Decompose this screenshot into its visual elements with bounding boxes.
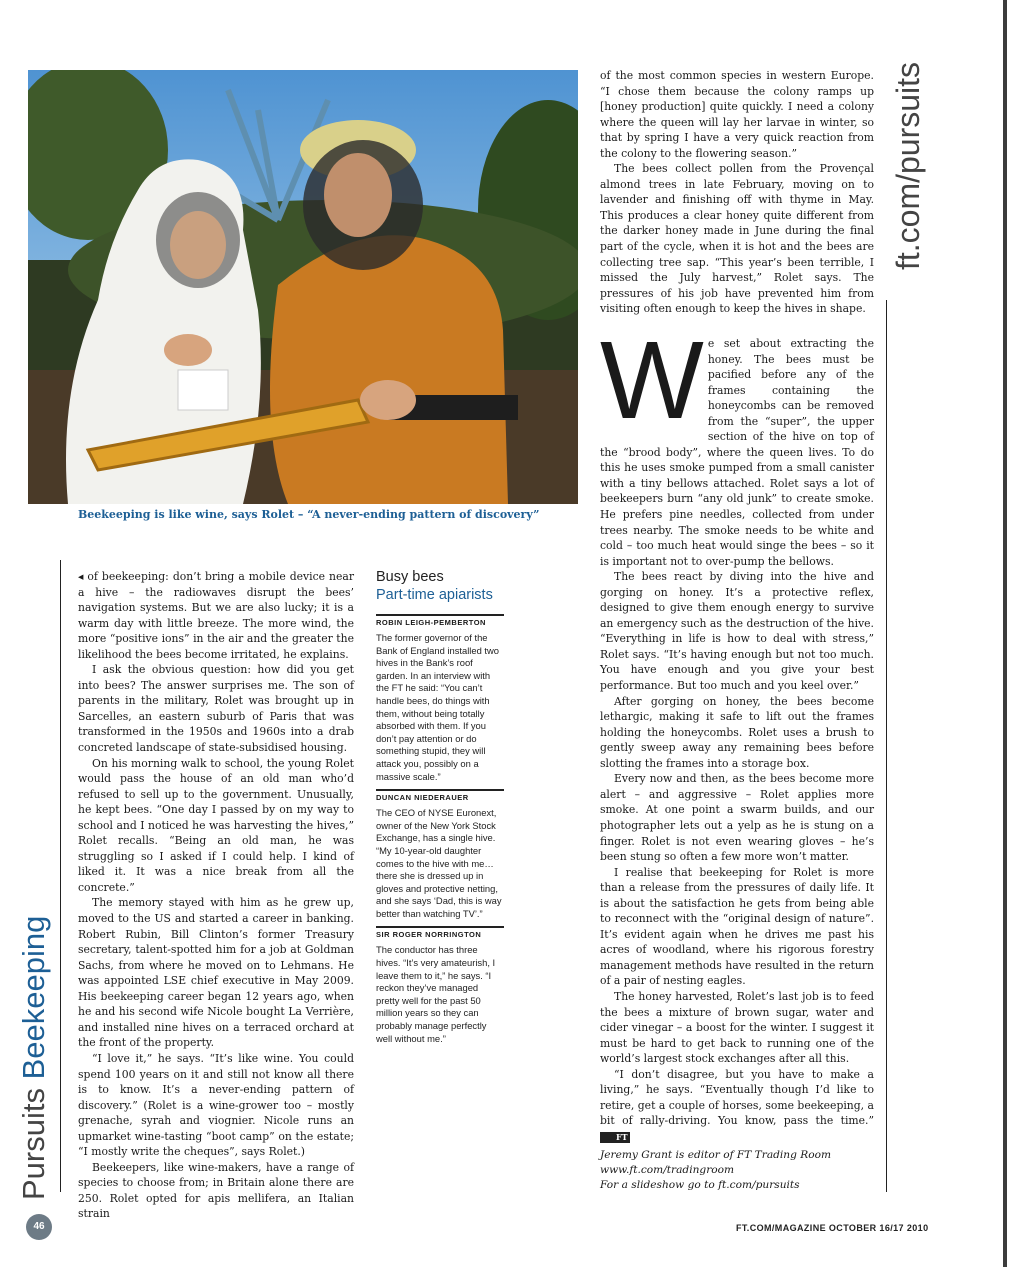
left-divider	[60, 560, 61, 1192]
paragraph: On his morning walk to school, the young Rolet would pass the house of an old man who’d refused to sell up to the government. Unusually, he kept bees. “One day I passed by on my way to school and I noticed he was harvesting the hives,” Rolet recalls. “Being an old man, he was struggling so I asked if I could help. I kind of liked it. It was a nice break from all the concrete.”	[78, 756, 354, 894]
paragraph: The honey harvested, Rolet’s last job is to feed the bees a mixture of brown sugar, water and cider vinegar – a boost for the winter. I suggest it must be hard to get back to running one of the world’s largest stock exchanges after all this.	[600, 989, 874, 1066]
paragraph: After gorging on honey, the bees become lethargic, making it safe to lift out the frames holding the honeycombs. Rolet uses a brush to gently sweep away any remaining bees before slotting the frames into a storage box.	[600, 694, 874, 770]
paragraph: of the most common species in western Europe. “I chose them because the colony ramps up [honey production] quite quickly. I need a colony where the queen will lay her larvae in winter, so that by spring I have a very quick reaction from the colony to the flowering season.”	[600, 69, 874, 160]
photo-caption: Beekeeping is like wine, says Rolet – “A never-ending pattern of discovery”	[78, 508, 540, 521]
sidebar-entry-name: ROBIN LEIGH-PEMBERTON	[376, 614, 504, 627]
section-title-pursuits: Pursuits	[16, 1088, 51, 1200]
sidebar-subtitle: Part-time apiarists	[376, 587, 493, 603]
sidebar-entry-name: SIR ROGER NORRINGTON	[376, 926, 504, 939]
section-title	[16, 910, 52, 1200]
sidebar-entry-text: The CEO of NYSE Euronext, owner of the New York Stock Exchange, has a single hive. “My 10-year-old daughter comes to the hive with me… there she is dressed up in gloves and protective netting, and she says ‘Dad, this is way better than watching TV’.”	[376, 807, 502, 919]
paragraph: Every now and then, as the bees become more alert – and aggressive – Rolet applies more smoke. At one point a swarm builds, and our photographer lets out a yelp as he is stung on a finger. Rolet is not even wearing gloves – he’s been stung so often a few more won’t matter.	[600, 772, 874, 864]
sidebar-entry-text: The former governor of the Bank of England installed two hives in the Bank’s roof garden. In an interview with the FT he said: “You can’t handle bees, do things with them, without being totally absorbed with them. If you don’t pay attention or do something stupid, they will attack you, possibly on a massive scale.”	[376, 632, 499, 782]
paragraph: The memory stayed with him as he grew up, moved to the US and started a career in banking. Robert Rubin, Bill Clinton’s former Treasury secretary, talent-spotted him for a job at Goldman Sachs, from where he moved on to Lehmans. He was appointed LSE chief executive in May 2009. His beekeeping career began 12 years ago, when he and his second wife Nicole bought La Verrière, and installed nine hives on a terraced orchard at the front of the property.	[78, 896, 354, 1050]
sidebar-entry-name: DUNCAN NIEDERAUER	[376, 789, 504, 802]
photo-illustration	[28, 70, 578, 504]
drop-cap: W	[600, 319, 704, 442]
article-column-3-top	[600, 68, 874, 317]
byline-url[interactable]: www.ft.com/tradingroom	[600, 1164, 735, 1176]
page-number: 46	[26, 1214, 52, 1240]
right-divider	[886, 300, 887, 1192]
byline-author: Jeremy Grant is editor of FT Trading Room	[600, 1149, 832, 1161]
paragraph: ◂ of beekeeping: don’t bring a mobile device near a hive – the radiowaves disrupt the bees’ navigation systems. But we are also lucky; it is a warm day with little breeze. The more wind, the more “positive ions” in the air and the greater the likelihood the bees become irritated, he explains.	[78, 570, 354, 661]
paragraph: “I love it,” he says. “It’s like wine. You could spend 100 years on it and still not know all there is to know. It’s a never-ending pattern of discovery.” (Rolet is a wine-grower too – mostly grenache, syrah and viognier. Nicole runs an upmarket wine-tasting “boot camp” on the estate; “I mostly write the cheques”, says Rolet.)	[78, 1051, 354, 1159]
paragraph	[600, 1067, 874, 1145]
sidebar-title: Busy bees	[376, 569, 444, 585]
paragraph: I realise that beekeeping for Rolet is more than a release from the pressures of daily life. It is about the satisfaction he gets from being able to reconnect with the “original design of nature”. It’s evident again when he drives me past his acres of woodland, where his rigorous forestry management methods have resulted in the return of a pair of nesting eagles.	[600, 865, 874, 988]
paragraph-text: e set about extracting the honey. The bees must be pacified before any of the frames containing the honeycombs can be removed from the “super”, the upper section of the hive on top of the “brood body”, where the queen lives. To do this he uses smoke pumped from a small canister with a tiny bellows attached. Rolet says a lot of beekeepers burn “any old junk” to create smoke. He prefers pine needles, collected from under trees nearby. The smoke needs to be white and cold – too much heat would singe the bees – so it is important not to over-pump the bellows.	[600, 337, 874, 568]
paragraph: The bees collect pollen from the Provençal almond trees in late February, moving on to lavender and finishing off with thyme in May. This produces a clear honey quite different from the darker honey made in June during the final part of the cycle, when it is hot and the bees are collecting tree sap. “This year’s been terrible, I missed the July harvest,” Rolet says. The pressures of his job have prevented him from visiting often enough to keep the hives in shape.	[600, 162, 874, 316]
byline-slideshow[interactable]: For a slideshow go to ft.com/pursuits	[600, 1179, 800, 1191]
paragraph: I ask the obvious question: how did you get into bees? The answer surprises me. The son of parents in the military, Rolet was brought up in Sarcelles, an eastern suburb of Paris that was transformed in the 1950s and 1960s into a drab concreted landscape of state-subsidised housing.	[78, 663, 354, 755]
ft-end-mark: FT	[600, 1132, 630, 1143]
article-column-1	[78, 569, 354, 1222]
footer-text: FT.COM/MAGAZINE OCTOBER 16/17 2010	[736, 1223, 929, 1233]
section-title-beekeeping: Beekeeping	[16, 915, 51, 1080]
paragraph: Beekeepers, like wine-makers, have a range of species to choose from; in Britain alone there are 250. Rolet opted for apis mellifera, an Italian strain	[78, 1160, 354, 1221]
beekeeping-photo	[28, 70, 578, 504]
page-edge	[1003, 0, 1007, 1267]
busy-bees-sidebar	[376, 568, 504, 1051]
sidebar-entry-text: The conductor has three hives. “It’s very amateurish, I leave them to it,” he says. “I reckon they’ve managed pretty well for the past 50 million years so they can probably manage perfectly well without me.”	[376, 944, 496, 1044]
paragraph: The bees react by diving into the hive and gorging on honey. It’s a protective reflex, designed to give them enough energy to survive an emergency such as the destruction of the hive. “Everything in life is how to deal with stress,” Rolet says. “It’s having enough but not too much. You have enough and you give your best performance. But too much and you keel over.”	[600, 570, 874, 693]
site-label: ft.com/pursuits	[890, 61, 926, 270]
paragraph-text: “I don’t disagree, but you have to make a living,” he says. “Eventually though I’d like to retire, get a couple of horses, some beekeeping, a bit of rally-driving. You know, pass the time.”	[600, 1067, 874, 1128]
paragraph	[600, 319, 874, 569]
byline	[600, 1148, 870, 1193]
article-column-3-bottom	[600, 319, 874, 1144]
